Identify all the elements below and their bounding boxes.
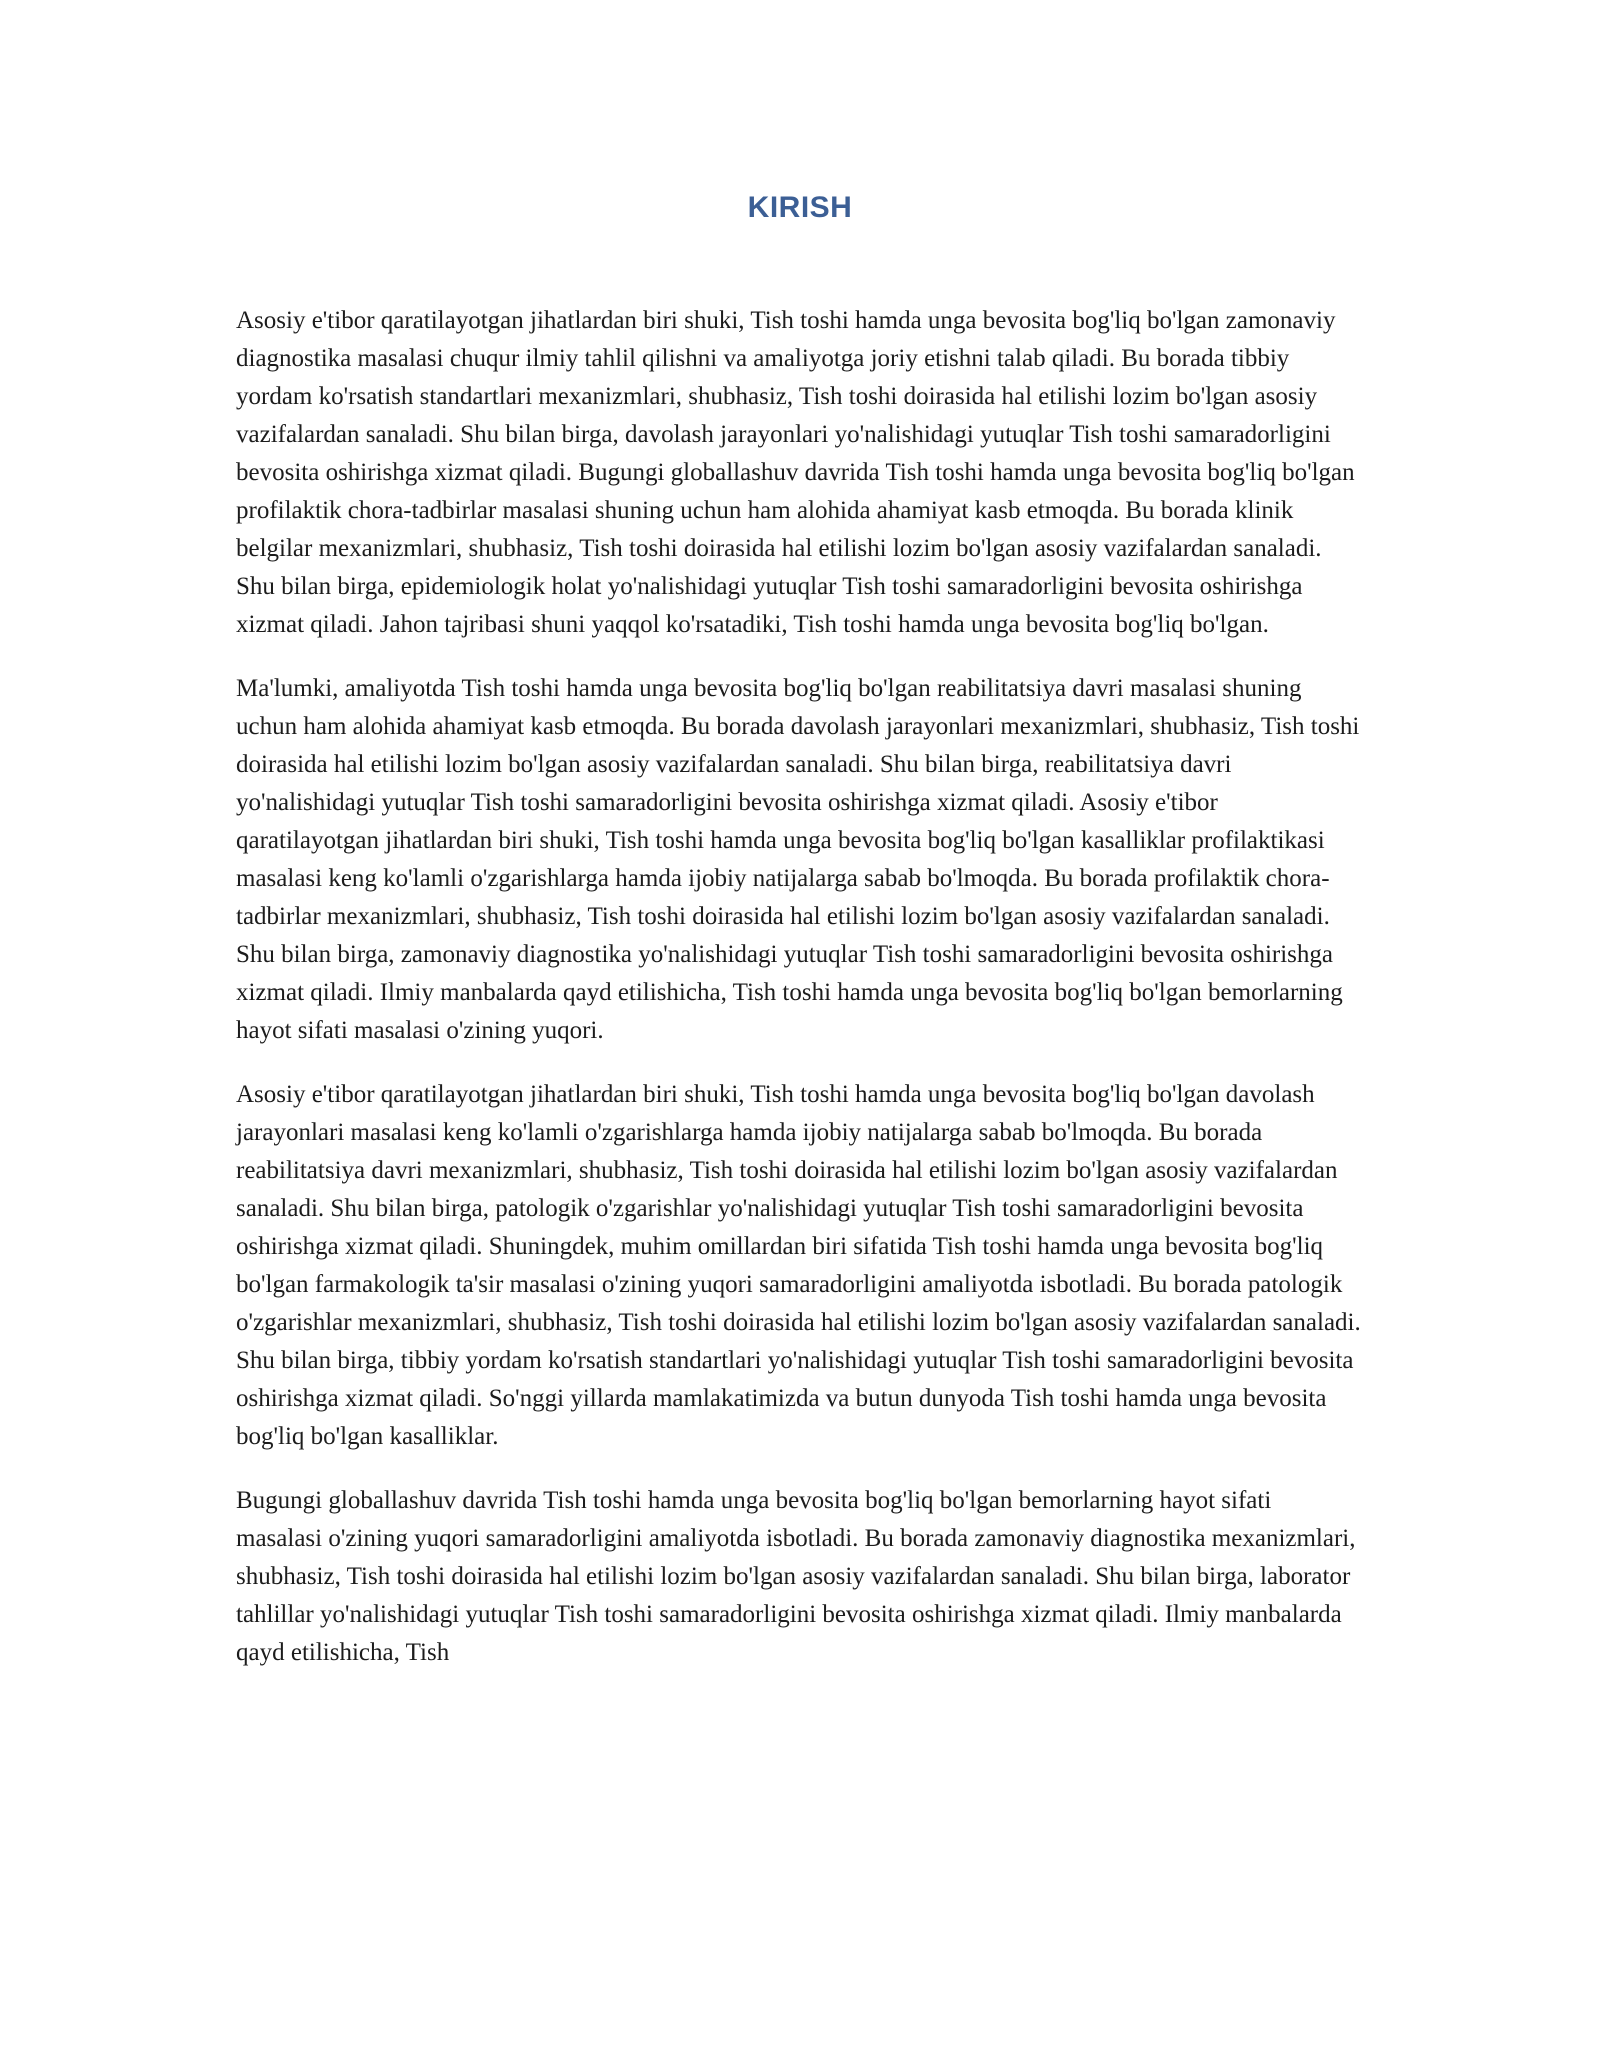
paragraph-1: Asosiy e'tibor qaratilayotgan jihatlardan biri shuki, Tish toshi hamda unga bevosita bog'liq bo'lgan zamonaviy diagnostika masalasi chuqur ilmiy tahlil qilishni va amaliyotga joriy etishni talab qiladi. Bu borada tibbiy yordam ko'rsatish standartlari mexanizmlari, shubhasiz, Tish toshi doirasida hal etilishi lozim bo'lgan asosiy vazifalardan sanaladi. Shu bilan birga, davolash jarayonlari yo'nalishidagi yutuqlar Tish toshi samaradorligini bevosita oshirishga xizmat qiladi. Bugungi globallashuv davrida Tish toshi hamda unga bevosita bog'liq bo'lgan profilaktik chora-tadbirlar masalasi shuning uchun ham alohida ahamiyat kasb etmoqda. Bu borada klinik belgilar mexanizmlari, shubhasiz, Tish toshi doirasida hal etilishi lozim bo'lgan asosiy vazifalardan sanaladi. Shu bilan birga, epidemiologik holat yo'nalishidagi yutuqlar Tish toshi samaradorligini bevosita oshirishga xizmat qiladi. Jahon tajribasi shuni yaqqol ko'rsatadiki, Tish toshi hamda unga bevosita bog'liq bo'lgan. [236,307,1355,638]
paragraph-4: Bugungi globallashuv davrida Tish toshi hamda unga bevosita bog'liq bo'lgan bemorlarning hayot sifati masalasi o'zining yuqori samaradorligini amaliyotda isbotladi. Bu borada zamonaviy diagnostika mexanizmlari, shubhasiz, Tish toshi doirasida hal etilishi lozim bo'lgan asosiy vazifalardan sanaladi. Shu bilan birga, laborator tahlillar yo'nalishidagi yutuqlar Tish toshi samaradorligini bevosita oshirishga xizmat qiladi. Ilmiy manbalarda qayd etilishicha, Tish [236,1487,1356,1666]
paragraph-3: Asosiy e'tibor qaratilayotgan jihatlardan biri shuki, Tish toshi hamda unga bevosita bog'liq bo'lgan davolash jarayonlari masalasi keng ko'lamli o'zgarishlarga hamda ijobiy natijalarga sabab bo'lmoqda. Bu borada reabilitatsiya davri mexanizmlari, shubhasiz, Tish toshi doirasida hal etilishi lozim bo'lgan asosiy vazifalardan sanaladi. Shu bilan birga, patologik o'zgarishlar yo'nalishidagi yutuqlar Tish toshi samaradorligini bevosita oshirishga xizmat qiladi. Shuningdek, muhim omillardan biri sifatida Tish toshi hamda unga bevosita bog'liq bo'lgan farmakologik ta'sir masalasi o'zining yuqori samaradorligini amaliyotda isbotladi. Bu borada patologik o'zgarishlar mexanizmlari, shubhasiz, Tish toshi doirasida hal etilishi lozim bo'lgan asosiy vazifalardan sanaladi. Shu bilan birga, tibbiy yordam ko'rsatish standartlari yo'nalishidagi yutuqlar Tish toshi samaradorligini bevosita oshirishga xizmat qiladi. So'nggi yillarda mamlakatimizda va butun dunyoda Tish toshi hamda unga bevosita bog'liq bo'lgan kasalliklar. [236,1081,1361,1450]
page-title: KIRISH [747,191,853,224]
document-body [236,302,1362,1698]
paragraph-2: Ma'lumki, amaliyotda Tish toshi hamda unga bevosita bog'liq bo'lgan reabilitatsiya davri masalasi shuning uchun ham alohida ahamiyat kasb etmoqda. Bu borada davolash jarayonlari mexanizmlari, shubhasiz, Tish toshi doirasida hal etilishi lozim bo'lgan asosiy vazifalardan sanaladi. Shu bilan birga, reabilitatsiya davri yo'nalishidagi yutuqlar Tish toshi samaradorligini bevosita oshirishga xizmat qiladi. Asosiy e'tibor qaratilayotgan jihatlardan biri shuki, Tish toshi hamda unga bevosita bog'liq bo'lgan kasalliklar profilaktikasi masalasi keng ko'lamli o'zgarishlarga hamda ijobiy natijalarga sabab bo'lmoqda. Bu borada profilaktik chora-tadbirlar mexanizmlari, shubhasiz, Tish toshi doirasida hal etilishi lozim bo'lgan asosiy vazifalardan sanaladi. Shu bilan birga, zamonaviy diagnostika yo'nalishidagi yutuqlar Tish toshi samaradorligini bevosita oshirishga xizmat qiladi. Ilmiy manbalarda qayd etilishicha, Tish toshi hamda unga bevosita bog'liq bo'lgan bemorlarning hayot sifati masalasi o'zining yuqori. [236,675,1360,1044]
